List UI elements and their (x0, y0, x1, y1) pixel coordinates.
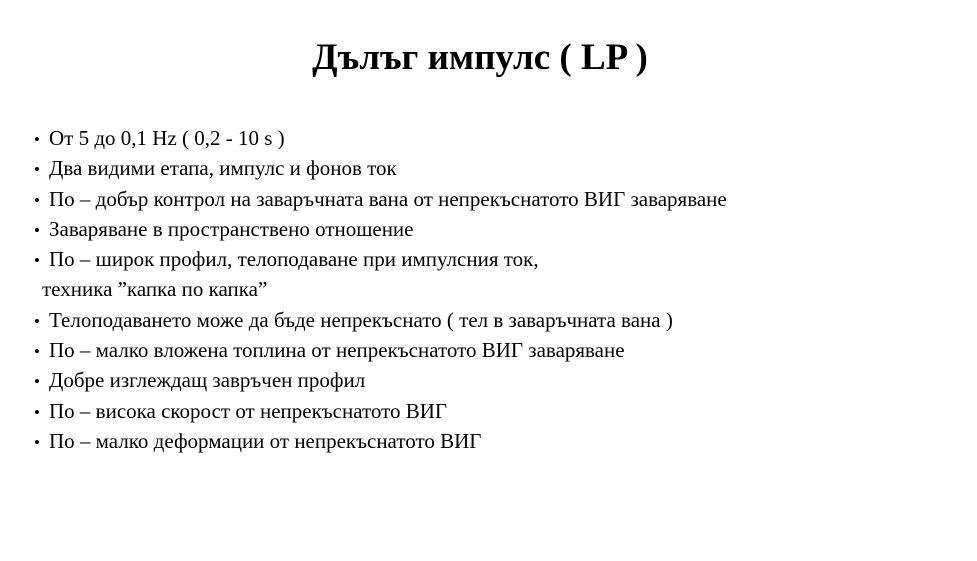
list-item-text: Добре изглеждащ завръчен профил (49, 368, 366, 393)
list-item-text: По – малко деформации от непрекъснатото ВИГ (49, 428, 482, 453)
list-item (34, 426, 964, 456)
bullet-icon: • (34, 372, 40, 392)
list-item (34, 396, 964, 426)
bullet-icon: • (34, 311, 40, 331)
list-item (34, 365, 964, 395)
list-item (34, 153, 964, 183)
bullet-icon: • (34, 251, 40, 271)
bullet-list (34, 123, 964, 456)
list-item (34, 335, 964, 365)
list-item-text: Заваряване в пространствено отношение (49, 216, 414, 241)
bullet-icon: • (34, 402, 40, 422)
list-item (34, 123, 964, 153)
slide-title: Дълъг импулс ( LP ) (312, 37, 648, 78)
bullet-icon: • (34, 432, 40, 452)
bullet-icon: • (34, 342, 40, 362)
list-item-text: По – добър контрол на заваръчната вана от непрекъснатото ВИГ заваряване (49, 186, 727, 211)
list-item (34, 214, 964, 244)
list-item (34, 244, 964, 274)
list-item-text: По – висока скорост от непрекъснатото ВИГ (49, 398, 448, 423)
list-item (34, 305, 964, 335)
bullet-icon: • (34, 190, 40, 210)
bullet-icon: • (34, 160, 40, 180)
list-item-text: Телоподаването може да бъде непрекъснато ( тел в заваръчната вана ) (49, 307, 673, 332)
bullet-icon: • (34, 220, 40, 240)
list-item-text: По – малко вложена топлина от непрекъснатото ВИГ заваряване (49, 338, 625, 363)
list-item-text: Два видими етапа, импулс и фонов ток (49, 156, 397, 181)
list-item-text: техника ”капка по капка” (42, 277, 268, 302)
list-item-continuation (34, 274, 964, 304)
bullet-icon: • (34, 130, 40, 149)
list-item-text: От 5 до 0,1 Hz ( 0,2 - 10 s ) (49, 126, 285, 150)
list-item-text: По – широк профил, телоподаване при импулсния ток, (49, 247, 539, 272)
list-item (34, 184, 964, 214)
